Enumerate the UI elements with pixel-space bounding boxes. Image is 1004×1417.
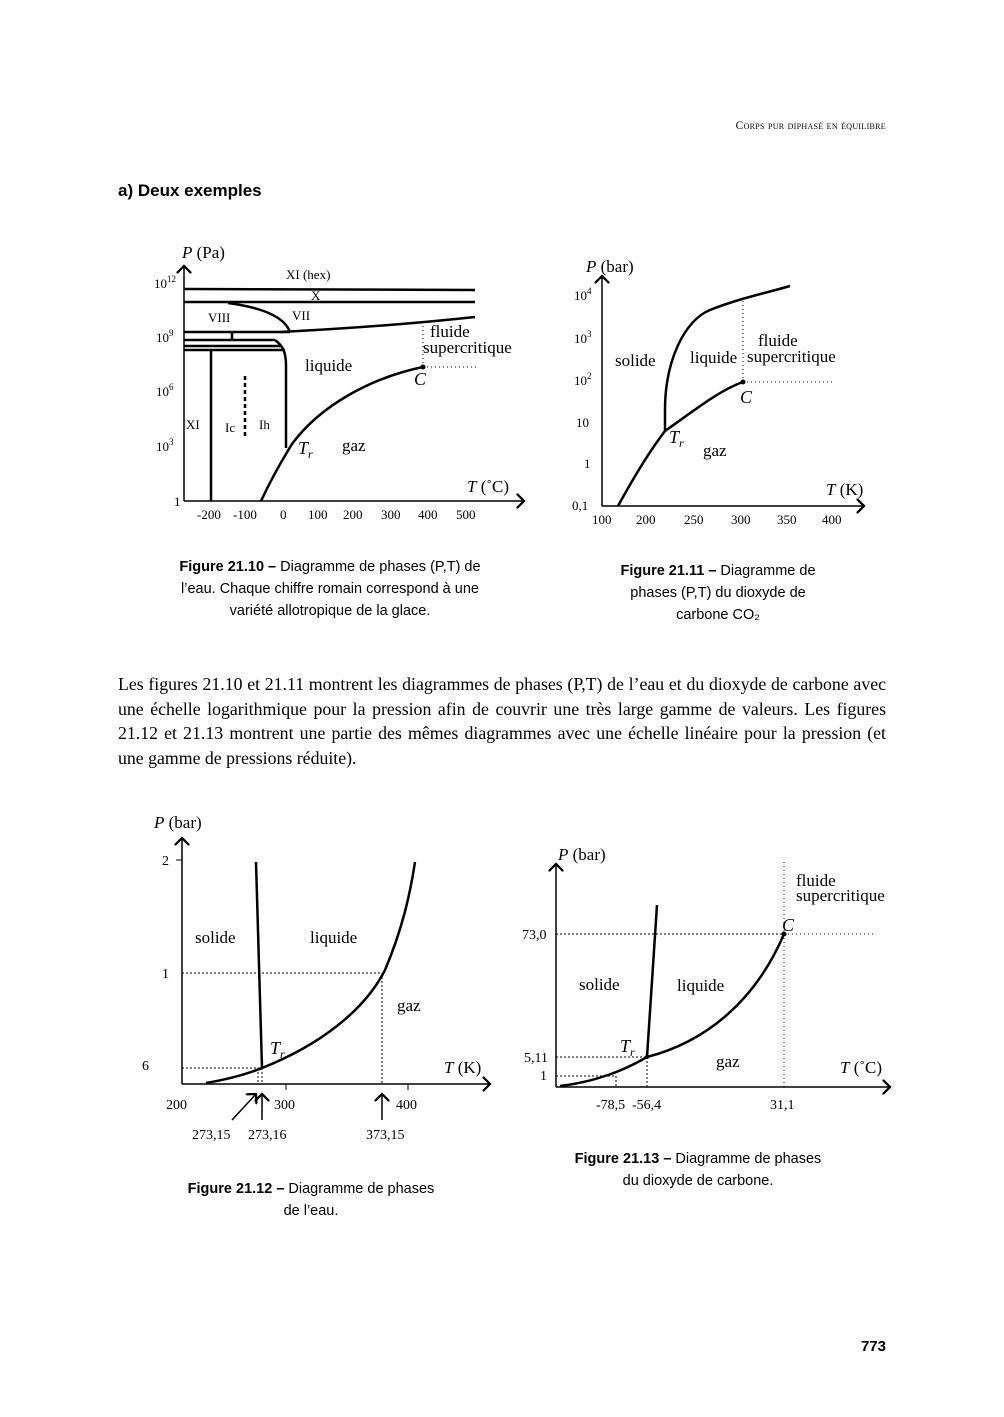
triple-label: $T_r$ — [620, 1036, 635, 1059]
region-label: gaz — [703, 441, 727, 460]
figure-sep: – — [264, 559, 281, 575]
page-number: 773 — [860, 1338, 886, 1355]
region-label: X — [311, 288, 321, 303]
y-tick-label: $10^9$ — [156, 328, 174, 345]
region-label: supercritique — [747, 347, 836, 366]
annotated-x-label: 273,16 — [248, 1128, 287, 1143]
figure-21-12 — [140, 810, 500, 1150]
y-tick-label: $10^6$ — [156, 382, 174, 399]
figure-label: Figure 21.10 — [179, 559, 265, 575]
y-tick-label: 73,0 — [522, 928, 547, 943]
triple-label: $T_r$ — [270, 1038, 285, 1061]
x-tick-label: 400 — [822, 512, 842, 527]
x-tick-label: 250 — [684, 512, 704, 527]
x-tick-label: -100 — [233, 507, 257, 522]
x-tick-label: 100 — [592, 512, 612, 527]
x-tick-label: 100 — [308, 507, 328, 522]
region-label: solide — [195, 928, 236, 947]
region-label: supercritique — [423, 338, 512, 357]
figure-sep: – — [704, 563, 721, 579]
x-tick-label: 300 — [274, 1098, 295, 1113]
y-tick-label: 1 — [540, 1069, 547, 1084]
y-tick-label: $10^{12}$ — [154, 274, 176, 291]
y-tick-label: $10^4$ — [574, 286, 592, 303]
x-axis-label: T (K) — [444, 1058, 482, 1077]
boundary-xi-x — [184, 289, 475, 290]
x-tick-label: 400 — [418, 507, 438, 522]
region-label: VII — [292, 308, 311, 323]
region-label: liquide — [677, 976, 725, 995]
figure-21-10 — [140, 236, 540, 536]
x-tick-label: -56,4 — [632, 1098, 662, 1113]
region-label: Ic — [225, 420, 236, 435]
figure-label: Figure 21.11 — [620, 563, 705, 579]
figure-caption-text: Diagramme de phases (P,T) de l’eau. Chaque chiffre romain correspond à une variété allotropique de la glace. — [181, 559, 481, 619]
melting-curve — [647, 905, 657, 1057]
x-tick-label: 400 — [396, 1098, 417, 1113]
x-tick-label: 350 — [777, 512, 797, 527]
figure-21-13 — [520, 842, 900, 1122]
arrow-273-15 — [232, 1094, 256, 1120]
region-label: VIII — [208, 310, 231, 325]
x-axis-label: T (K) — [826, 480, 864, 499]
region-label: supercritique — [796, 886, 885, 905]
figure-caption-text: Diagramme de phases du dioxyde de carbone. — [622, 1151, 822, 1189]
figure-21-13-chart — [520, 842, 900, 1122]
x-tick-label: -78,5 — [596, 1098, 626, 1113]
x-tick-label: 300 — [731, 512, 751, 527]
x-axis-label: T (˚C) — [840, 1058, 883, 1077]
y-tick-label: $10^3$ — [574, 329, 592, 346]
x-tick-label: 500 — [456, 507, 476, 522]
phase-boundaries — [560, 905, 784, 1086]
y-tick-label: $10^2$ — [574, 371, 592, 388]
melting-curve — [275, 340, 286, 448]
y-tick-label: 0,1 — [572, 498, 589, 513]
figure-caption-text: Diagramme de phases de l’eau. — [283, 1181, 435, 1219]
region-label: liquide — [305, 356, 353, 375]
x-tick-label: 300 — [381, 507, 401, 522]
triple-label: $T_r$ — [298, 438, 313, 461]
y-tick-label: 2 — [162, 854, 169, 869]
critical-label: C — [782, 915, 795, 935]
figure-caption-text: Diagramme de phases (P,T) du dioxyde de carbone CO₂ — [630, 563, 816, 623]
sublimation-vaporization-curve — [560, 934, 784, 1086]
y-tick-label: $10^3$ — [156, 437, 174, 454]
region-label: liquide — [310, 928, 358, 947]
y-ticks — [154, 274, 181, 509]
x-tick-label: 200 — [166, 1098, 187, 1113]
annotation-arrows — [232, 1094, 382, 1120]
running-head-text: Corps pur diphasé en équilibre — [735, 120, 886, 132]
x-tick-label: -200 — [197, 507, 221, 522]
y-axis-label: P (bar) — [586, 257, 634, 276]
critical-label: C — [740, 387, 753, 407]
y-tick-label: 1 — [584, 456, 591, 471]
region-label: XI (hex) — [286, 267, 331, 282]
x-tick-label: 31,1 — [770, 1098, 795, 1113]
y-tick-label: 1 — [174, 494, 181, 509]
x-ticks — [197, 507, 476, 522]
figure-21-10-chart — [140, 236, 540, 536]
y-axis-label: P (bar) — [154, 813, 202, 832]
annotated-x-label: 373,15 — [366, 1128, 405, 1143]
region-label: liquide — [690, 348, 738, 367]
figure-label: Figure 21.13 — [574, 1151, 660, 1167]
y-tick-label: 10 — [576, 415, 589, 430]
annotated-x-label: 273,15 — [192, 1128, 231, 1143]
figure-21-12-chart — [140, 810, 500, 1150]
figure-21-12-caption — [186, 1178, 436, 1222]
y-tick-label: 1 — [162, 967, 169, 982]
figure-21-11 — [560, 250, 890, 530]
region-label: fluide — [796, 871, 836, 890]
y-axis-label: P (bar) — [558, 845, 606, 864]
figure-label: Figure 21.12 — [187, 1181, 273, 1197]
melting-curve — [256, 862, 262, 1068]
region-label: fluide — [758, 331, 798, 350]
triple-point — [645, 1055, 649, 1059]
figure-21-11-caption — [608, 560, 828, 626]
region-label: solide — [579, 975, 620, 994]
figure-21-13-caption — [570, 1148, 826, 1192]
figure-21-11-chart — [560, 250, 890, 530]
figure-21-10-caption — [172, 556, 488, 622]
running-head — [736, 120, 886, 132]
critical-label: C — [414, 369, 427, 389]
boundary-viii-vii — [228, 303, 290, 332]
x-tick-label: 200 — [343, 507, 363, 522]
x-tick-label: 0 — [280, 507, 287, 522]
figure-sep: – — [272, 1181, 289, 1197]
phase-boundaries — [618, 286, 790, 506]
critical-point — [741, 380, 746, 385]
region-label: Ih — [259, 417, 270, 432]
region-label: XI — [186, 417, 200, 432]
region-label: solide — [615, 351, 656, 370]
body-paragraph: Les figures 21.10 et 21.11 montrent les diagrammes de phases (P,T) de l’eau et du dioxyde de carbone avec une échelle logarithmique pour la pression afin de couvrir une très large gamme de valeurs. Les figures 21.12 et 21.13 montrent une partie des mêmes diagrammes avec une échelle linéaire pour la pression (et une gamme de pressions réduite). — [118, 674, 886, 768]
triple-label: $T_r$ — [669, 427, 684, 450]
region-label: gaz — [716, 1052, 740, 1071]
x-tick-label: 200 — [636, 512, 656, 527]
x-axis-label: T (˚C) — [467, 477, 510, 496]
section-title: a) Deux exemples — [118, 181, 262, 200]
figure-sep: – — [659, 1151, 676, 1167]
region-label: gaz — [397, 996, 421, 1015]
y-tick-label: 6 — [142, 1059, 149, 1074]
region-label: fluide — [430, 322, 470, 341]
region-label: gaz — [342, 436, 366, 455]
y-axis-label: P (Pa) — [182, 243, 225, 262]
y-tick-label: 5,11 — [524, 1051, 548, 1066]
